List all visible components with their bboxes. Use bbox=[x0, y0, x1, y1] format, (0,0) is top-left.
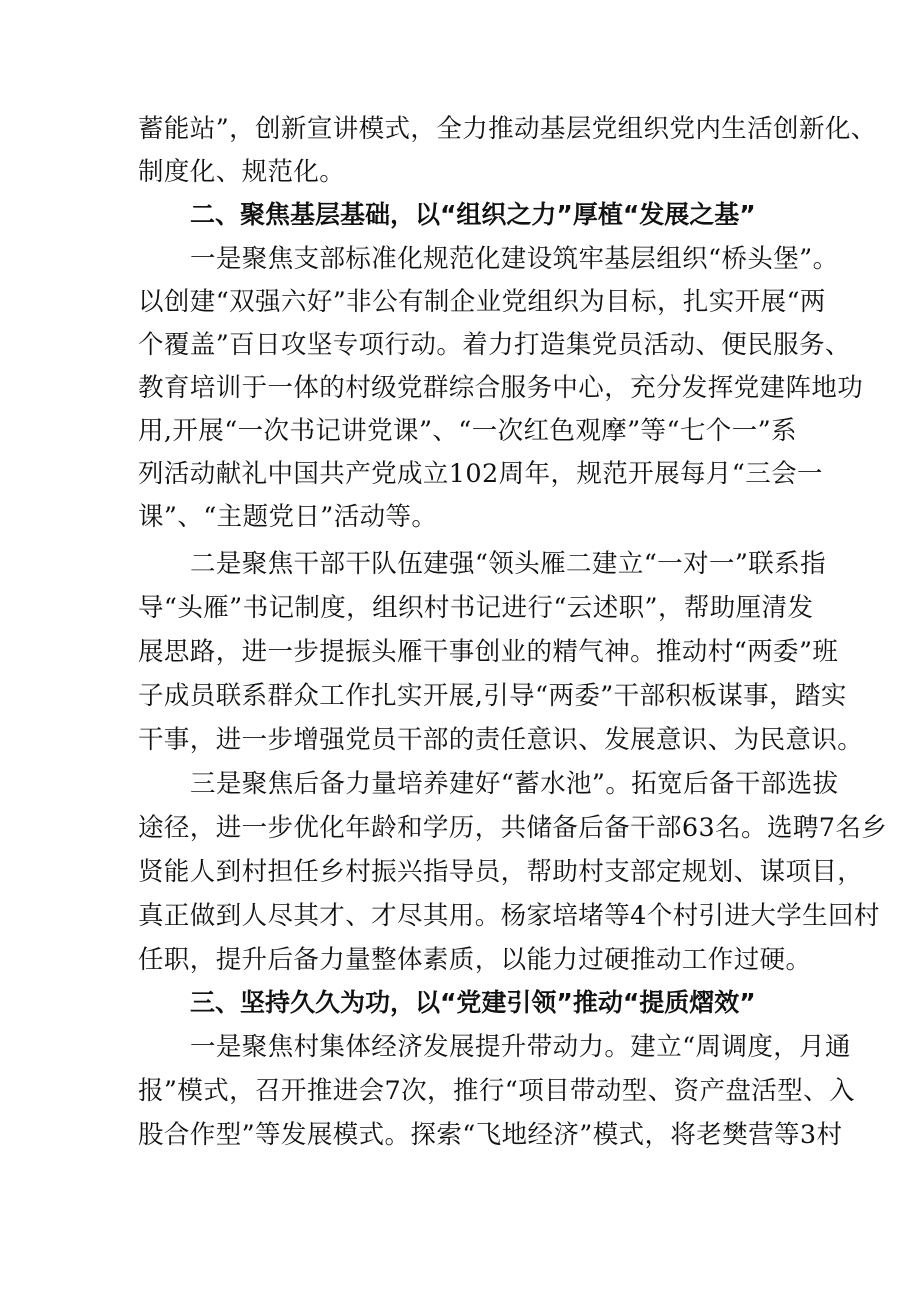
text-line: 蓄能站”，创新宣讲模式，全力推动基层党组织党内生活创新化、 bbox=[138, 114, 877, 144]
text-line: 任职，提升后备力量整体素质，以能力过硬推动工作过硬。 bbox=[138, 945, 812, 975]
text-line: 真正做到人尽其才、才尽其用。杨家培堵等4个村引进大学生回村 bbox=[138, 901, 880, 931]
section-heading: 二、聚焦基层基础，以“组织之力”厚植“发展之基” bbox=[190, 200, 756, 229]
text-line: 二是聚焦干部干队伍建强“领头雁二建立“一对一”联系指 bbox=[190, 549, 827, 579]
text-line: 教育培训于一体的村级党群综合服务中心，充分发挥党建阵地功 bbox=[138, 373, 864, 403]
text-line: 用,开展“一次书记讲党课”、“一次红色观摩”等“七个一”系 bbox=[138, 416, 797, 446]
text-line: 展思路，进一步提振头雁干事创业的精气神。推动村“两委”班 bbox=[138, 637, 839, 667]
text-line: 课”、“主题党日”活动等。 bbox=[138, 502, 438, 532]
text-line: 列活动献礼中国共产党成立102周年，规范开展每月“三会一 bbox=[138, 459, 823, 489]
text-line: 途径，进一步优化年龄和学历，共储备后备干部63名。选聘7名乡 bbox=[138, 813, 888, 843]
text-line: 导“头雁”书记制度，组织村书记进行“云述职”，帮助厘清发 bbox=[138, 593, 814, 623]
text-line: 一是聚焦支部标准化规范化建设筑牢基层组织“桥头堡”。 bbox=[190, 244, 839, 274]
text-line: 报”模式，召开推进会7次，推行“项目带动型、资产盘活型、入 bbox=[138, 1076, 855, 1106]
text-line: 股合作型”等发展模式。探索“飞地经济”模式，将老樊营等3村 bbox=[138, 1120, 843, 1150]
text-line: 个覆盖”百日攻坚专项行动。着力打造集党员活动、便民服务、 bbox=[138, 330, 851, 360]
section-heading: 三、坚持久久为功，以“党建引领”推动“提质熠效” bbox=[190, 988, 756, 1017]
text-line: 制度化、规范化。 bbox=[138, 157, 346, 187]
text-line: 三是聚焦后备力量培养建好“蓄水池”。拓宽后备干部选拔 bbox=[190, 769, 839, 799]
text-line: 以创建“双强六好”非公有制企业党组织为目标，扎实开展“两 bbox=[138, 287, 826, 317]
text-line: 干事，进一步增强党员干部的责任意识、发展意识、为民意识。 bbox=[138, 725, 864, 755]
text-line: 子成员联系群众工作扎实开展,引导“两委”干部积板谋事，踏实 bbox=[138, 681, 847, 711]
text-line: 一是聚焦村集体经济发展提升带动力。建立“周调度，月通 bbox=[190, 1032, 851, 1062]
text-line: 贤能人到村担任乡村振兴指导员，帮助村支部定规划、谋项目， bbox=[138, 857, 864, 887]
